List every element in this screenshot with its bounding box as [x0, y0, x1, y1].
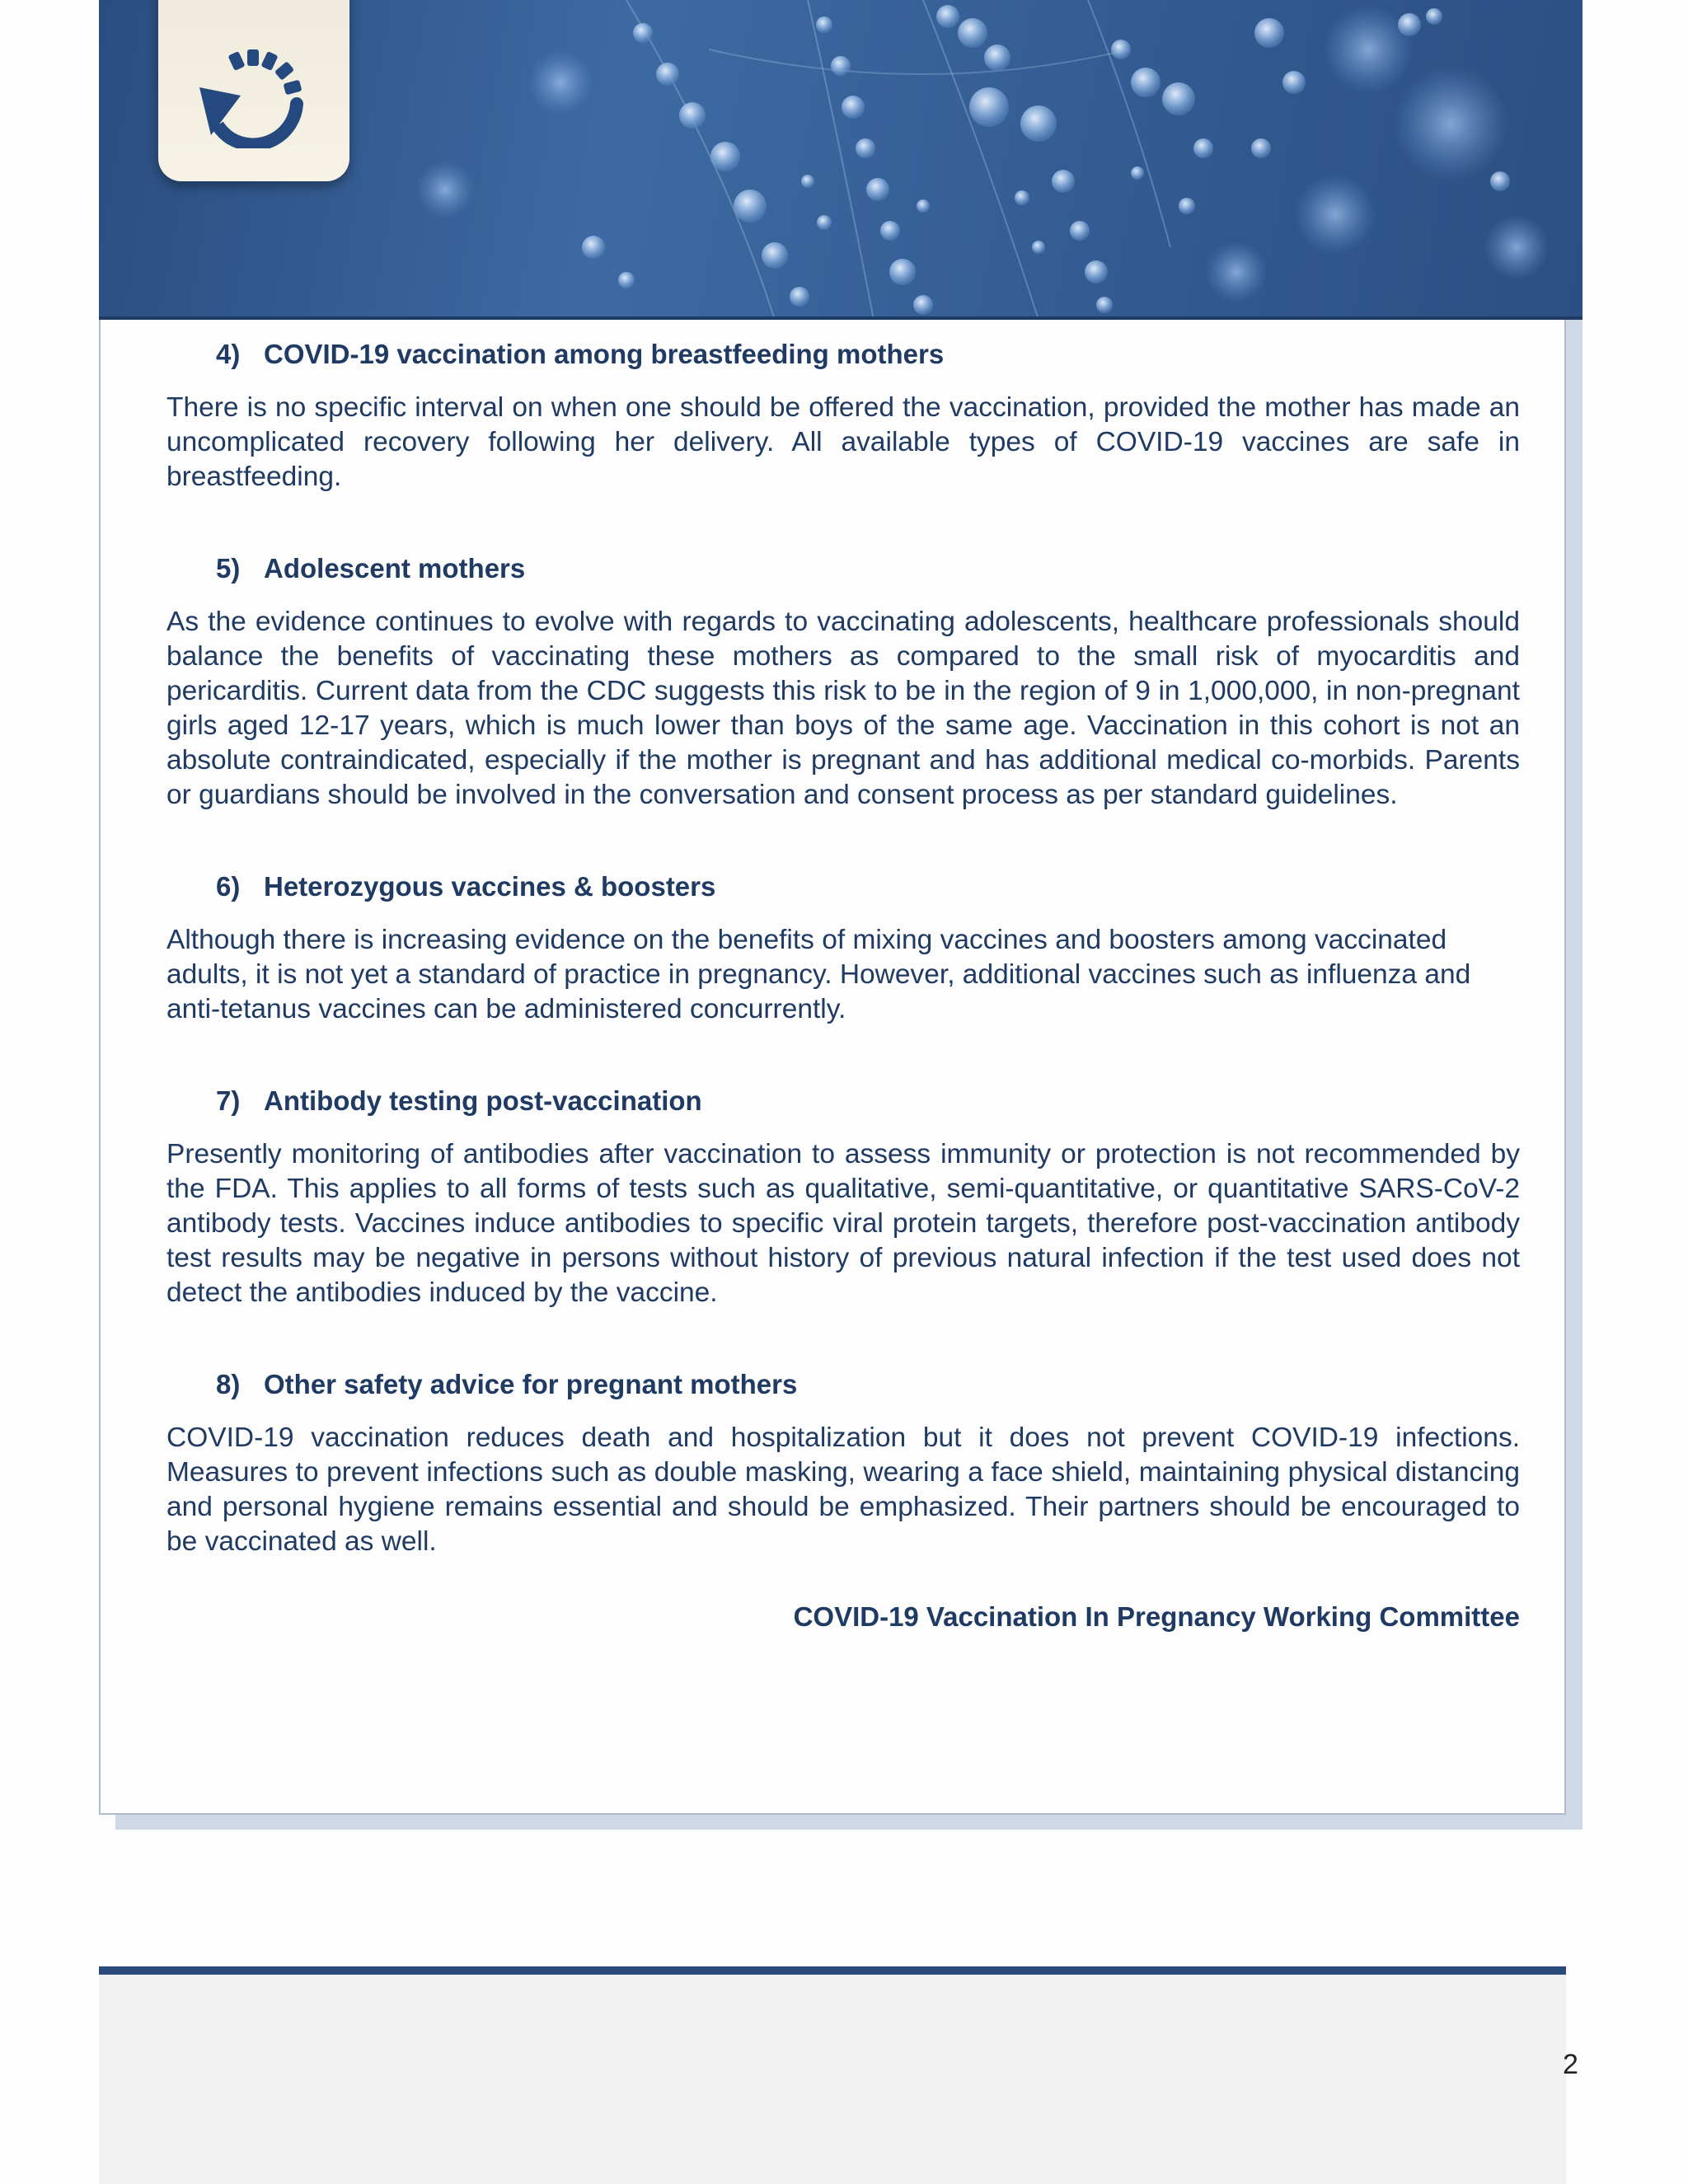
refresh-dashed-circle-icon: [199, 49, 307, 148]
section-heading: [166, 1083, 1520, 1119]
section-paragraph: Although there is increasing evidence on the benefits of mixing vaccines and boosters among vaccinated adults, it is not yet a standard of practice in pregnancy. However, additional vaccines such as influenza and anti-tetanus vaccines can be administered concurrently.: [166, 925, 1471, 1024]
page-number: 2: [1563, 2049, 1578, 2080]
section-heterozygous-vaccines: [166, 869, 1520, 1027]
section-paragraph: COVID-19 vaccination reduces death and hospitalization but it does not prevent COVID-19 infections. Measures to prevent infections such as double masking, wearing a face shield, maintaining physical distancing and personal hygiene remains essential and should be emphasized. Their partners should be encouraged to be vaccinated as well.: [166, 1422, 1520, 1557]
section-title: Heterozygous vaccines & boosters: [264, 871, 716, 902]
content-card: [99, 320, 1566, 1815]
section-number: 7): [216, 1085, 241, 1116]
content-body: [166, 336, 1520, 1635]
section-other-safety-advice: [166, 1366, 1520, 1559]
section-paragraph: There is no specific interval on when one should be offered the vaccination, provided the mother has made an uncomplicated recovery following her delivery. All available types of COVID-19 vaccines are safe in breastfeeding.: [166, 392, 1520, 492]
section-heading: [166, 336, 1520, 373]
section-title: Adolescent mothers: [264, 553, 526, 583]
section-heading: [166, 869, 1520, 905]
section-adolescent-mothers: [166, 551, 1520, 813]
section-title: Other safety advice for pregnant mothers: [264, 1369, 798, 1399]
section-heading: [166, 1366, 1520, 1403]
section-paragraph: As the evidence continues to evolve with regards to vaccinating adolescents, healthcare professionals should balance the benefits of vaccinating these mothers as compared to the small risk of myocarditis and pericarditis. Current data from the CDC suggests this risk to be in the region of 9 in 1,000,000, in non-pregnant girls aged 12-17 years, which is much lower than boys of the same age. Vaccination in this cohort is not an absolute contraindicated, especially if the mother is pregnant and has additional medical co-morbids. Parents or guardians should be involved in the conversation and consent process as per standard guidelines.: [166, 607, 1520, 810]
section-title: COVID-19 vaccination among breastfeeding mothers: [264, 339, 945, 369]
section-number: 5): [216, 553, 241, 583]
section-heading: [166, 551, 1520, 587]
footer-divider: [99, 1966, 1566, 1975]
committee-signature: COVID-19 Vaccination In Pregnancy Working Committee: [793, 1601, 1520, 1632]
section-number: 6): [216, 871, 241, 902]
section-breastfeeding: [166, 336, 1520, 494]
section-number: 4): [216, 339, 241, 369]
section-title: Antibody testing post-vaccination: [264, 1085, 702, 1116]
footer: [99, 1975, 1566, 2184]
section-paragraph: Presently monitoring of antibodies after vaccination to assess immunity or protection is not recommended by the FDA. This applies to all forms of tests such as qualitative, semi-quantitative, or quantitative SARS-CoV-2 antibody tests. Vaccines induce antibodies to specific viral protein targets, therefore post-vaccination antibody test results may be negative in persons without history of previous natural infection if the test used does not detect the antibodies induced by the vaccine.: [166, 1139, 1520, 1308]
section-number: 8): [216, 1369, 241, 1399]
logo-tile: [158, 0, 349, 181]
section-antibody-testing: [166, 1083, 1520, 1310]
